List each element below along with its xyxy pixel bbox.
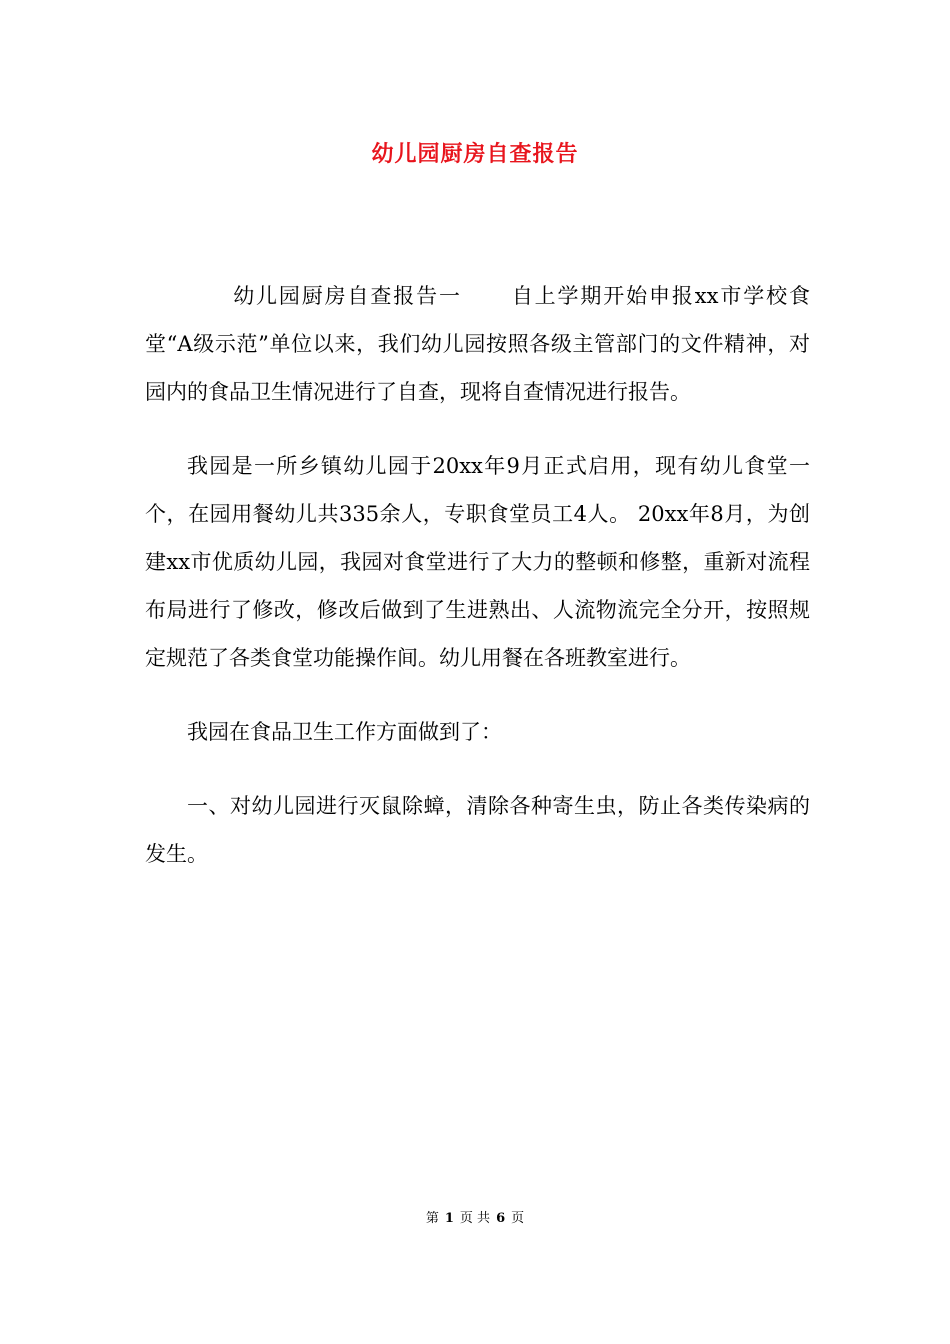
paragraph-1-text: 自上学期开始申报xx市学校食堂“A级示范”单位以来，我们幼儿园按照各级主管部门的文件精神，对园内的食品卫生情况进行了自查，现将自查情况进行报告。 <box>145 284 810 404</box>
footer-prefix: 第 <box>425 1211 439 1226</box>
footer-middle: 页 共 <box>459 1211 491 1226</box>
footer-current-page: 1 <box>444 1211 454 1226</box>
footer-suffix: 页 <box>511 1211 525 1226</box>
page-footer <box>0 1207 950 1226</box>
paragraph-4: 一、对幼儿园进行灭鼠除蟑，清除各种寄生虫，防止各类传染病的发生。 <box>145 794 810 866</box>
document-body <box>145 272 810 904</box>
document-title: 幼儿园厨房自查报告 <box>371 141 579 167</box>
paragraph-1-lead: 幼儿园厨房自查报告一 <box>233 284 462 308</box>
paragraph-3: 我园在食品卫生工作方面做到了： <box>187 720 502 744</box>
paragraph-2: 我园是一所乡镇幼儿园于20xx年9月正式启用，现有幼儿食堂一个，在园用餐幼儿共335余人，专职食堂员工4人。 20xx年8月，为创建xx市优质幼儿园，我园对食堂进行了大力的整顿和修整，重新对流程布局进行了修改，修改后做到了生进熟出、人流物流完全分开，按照规定规范了各类食堂功能操作间。幼儿用餐在各班教室进行。 <box>145 454 810 670</box>
footer-total-pages: 6 <box>496 1211 506 1226</box>
paragraph-1 <box>145 272 810 416</box>
